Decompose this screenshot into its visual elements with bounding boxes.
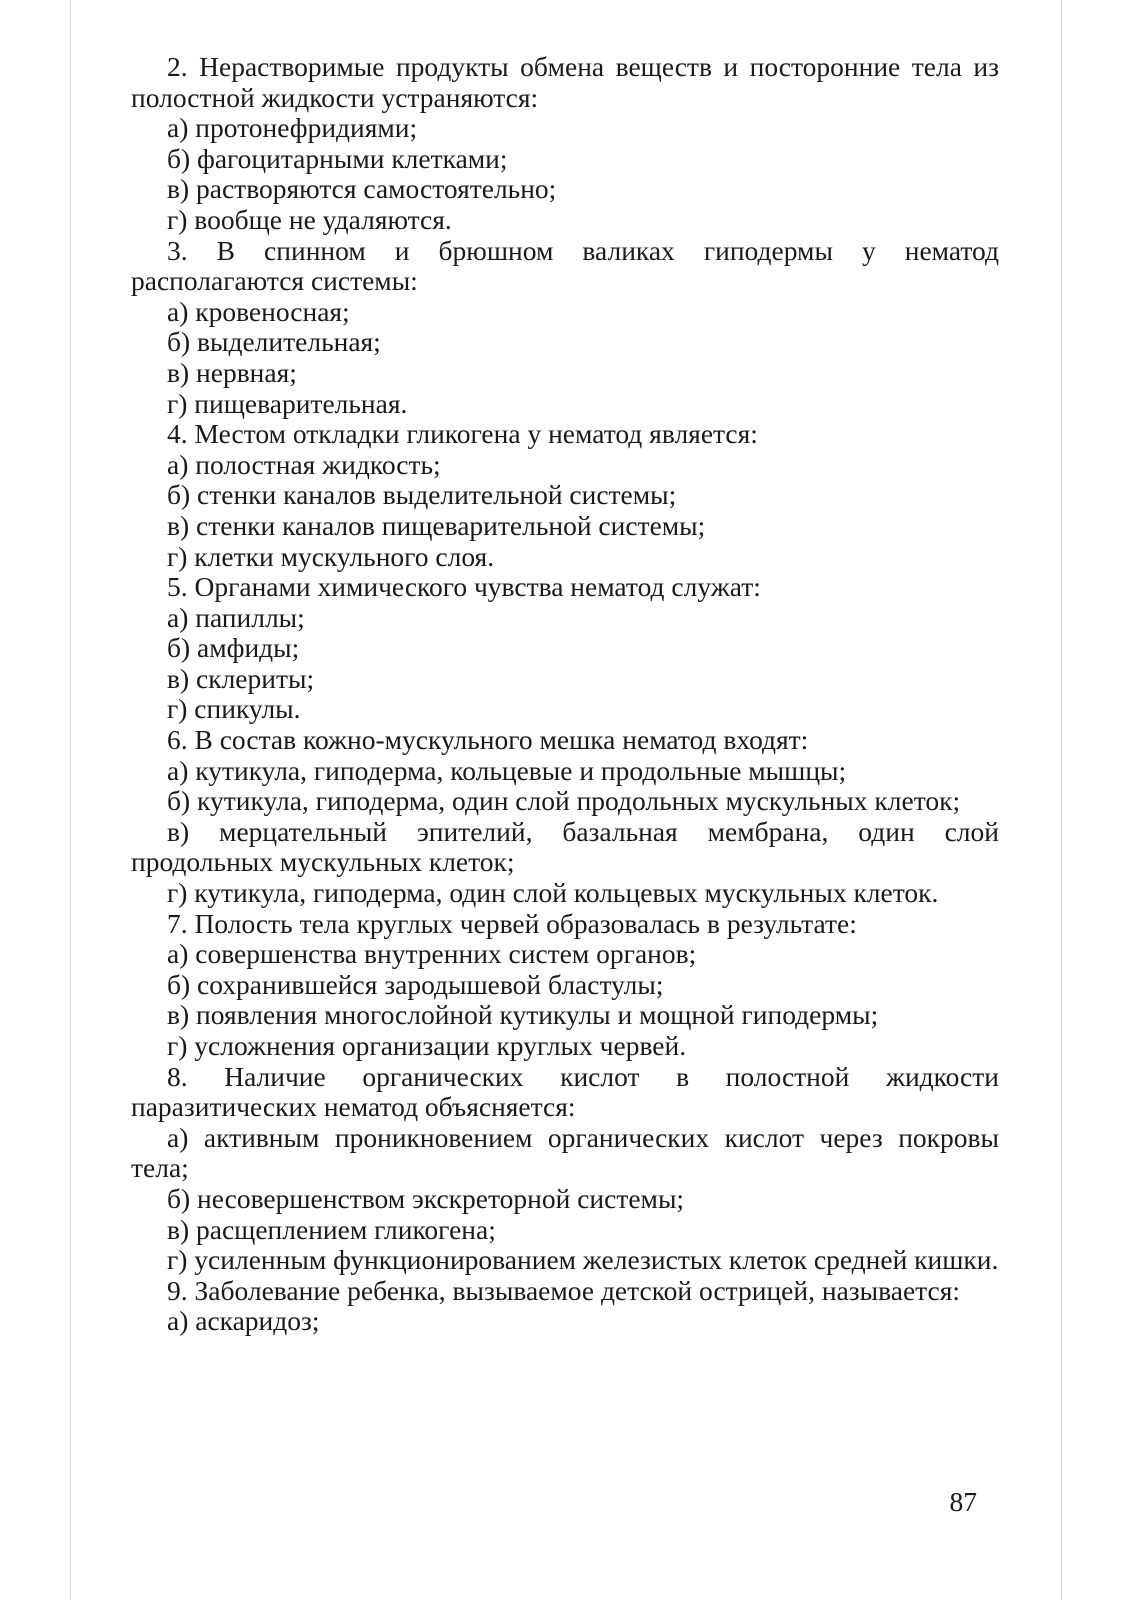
answer-option: а) совершенства внутренних систем органов; — [167, 938, 697, 970]
answer-option: в) склериты; — [167, 662, 315, 694]
answer-option: б) амфиды; — [167, 632, 300, 664]
answer-option: б) сохранившейся зародышевой бластулы; — [167, 968, 664, 1000]
answer-option: г) вообще не удаляются. — [167, 203, 452, 235]
question-3: 3. В спинном и брюшном валиках гиподермы у нематод располагаются системы: — [131, 234, 999, 297]
answer-option: в) мерцательный эпителий, базальная мембрана, один слой продольных мускульных клеток; — [131, 815, 999, 878]
answer-option: б) стенки каналов выделительной системы; — [167, 479, 677, 511]
answer-option: в) расщеплением гликогена; — [167, 1213, 496, 1245]
answer-option: б) фагоцитарными клетками; — [167, 142, 508, 174]
answer-option: в) появления многослойной кутикулы и мощной гиподермы; — [167, 999, 879, 1031]
answer-option: а) кутикула, гиподерма, кольцевые и продольные мышцы; — [167, 754, 847, 786]
answer-option: г) усиленным функционированием железистых клеток средней кишки. — [167, 1244, 999, 1276]
question-7: 7. Полость тела круглых червей образовалась в результате: — [167, 907, 857, 939]
answer-option: а) аскаридоз; — [167, 1305, 320, 1337]
answer-option: г) пищеварительная. — [167, 387, 408, 419]
page-number: 87 — [949, 1486, 977, 1517]
book-page — [70, 0, 1062, 1600]
answer-option: г) усложнения организации круглых червей. — [167, 1030, 687, 1061]
answer-option: а) кровеносная; — [167, 295, 350, 327]
answer-option: б) выделительная; — [167, 326, 381, 358]
question-9: 9. Заболевание ребенка, вызываемое детской острицей, называется: — [167, 1274, 961, 1306]
answer-option: г) кутикула, гиподерма, один слой кольцевых мускульных клеток. — [167, 877, 939, 909]
answer-option: г) спикулы. — [167, 693, 301, 725]
answer-option: в) стенки каналов пищеварительной системы; — [167, 509, 706, 541]
question-5: 5. Органами химического чувства нематод служат: — [167, 571, 761, 603]
question-6: 6. В состав кожно-мускульного мешка нематод входят: — [167, 724, 809, 756]
question-4: 4. Местом откладки гликогена у нематод является: — [167, 418, 758, 450]
answer-option: г) клетки мускульного слоя. — [167, 540, 495, 572]
answer-option: а) активным проникновением органических кислот через покровы тела; — [131, 1121, 999, 1184]
answer-option: а) папиллы; — [167, 601, 305, 633]
page-text — [131, 52, 999, 1337]
answer-option: б) кутикула, гиподерма, один слой продольных мускульных клеток; — [167, 785, 961, 817]
answer-option: б) несовершенством экскреторной системы; — [167, 1182, 685, 1214]
answer-option: в) нервная; — [167, 356, 297, 388]
question-2: 2. Нерастворимые продукты обмена веществ и посторонние тела из полостной жидкости устраняются: — [131, 51, 999, 113]
question-8: 8. Наличие органических кислот в полостной жидкости паразитических нематод объясняется: — [131, 1060, 999, 1123]
answer-option: а) протонефридиями; — [167, 112, 418, 144]
answer-option: в) растворяются самостоятельно; — [167, 173, 557, 205]
answer-option: а) полостная жидкость; — [167, 448, 441, 480]
